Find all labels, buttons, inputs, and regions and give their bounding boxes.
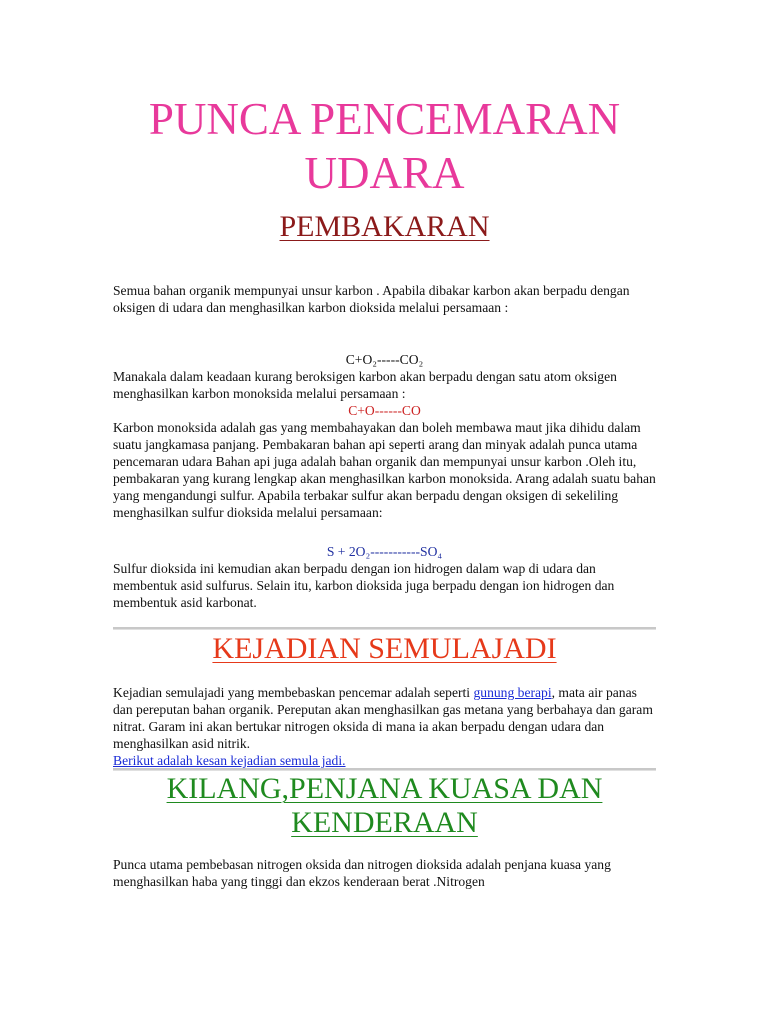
equation-carbon-dioxide: C+O₂-----CO₂ bbox=[345, 352, 424, 367]
heading-kilang-line-1: KILANG,PENJANA KUASA DAN bbox=[166, 772, 603, 805]
link-kesan-kejadian[interactable]: Berikut adalah kesan kejadian semula jadi. bbox=[113, 753, 346, 768]
title-line-2: UDARA bbox=[304, 148, 465, 198]
kilang-paragraph: Punca utama pembebasan nitrogen oksida dan nitrogen dioksida adalah penjana kuasa yang menghasilkan haba yang tinggi dan ekzos kenderaan berat .Nitrogen bbox=[113, 857, 611, 889]
heading-kilang-line-2: KENDERAAN bbox=[291, 806, 478, 839]
section-divider-1 bbox=[113, 627, 656, 630]
pembakaran-paragraph-1: Semua bahan organik mempunyai unsur karbon . Apabila dibakar karbon akan berpadu dengan oksigen di udara dan menghasilkan karbon dioksida melalui persamaan : bbox=[113, 283, 630, 315]
pembakaran-paragraph-3: Karbon monoksida adalah gas yang membahayakan dan boleh membawa maut jika dihidu dalam suatu jangkamasa panjang. Pembakaran bahan api seperti arang dan minyak adalah punca utama pencemaran udara Bahan api juga adalah bahan organik dan mempunyai unsur karbon .Oleh itu, pembakaran yang kurang lengkap akan menghasilkan karbon monoksida. Arang adalah suatu bahan yang mengandungi sulfur. Apabila terbakar sulfur akan berpadu dengan oksigen di sekeliling menghasilkan sulfur dioksida melalui persamaan: bbox=[113, 420, 656, 520]
title-line-1: PUNCA PENCEMARAN bbox=[148, 94, 621, 144]
equation-carbon-monoxide: C+O------CO bbox=[348, 403, 421, 418]
kejadian-text-before: Kejadian semulajadi yang membebaskan pencemar adalah seperti bbox=[113, 685, 474, 700]
equation-sulfur: S + 2O₂-----------SO₄ bbox=[326, 544, 443, 559]
section-divider-2 bbox=[113, 768, 656, 771]
kejadian-paragraph bbox=[113, 684, 656, 769]
pembakaran-paragraph-4: Sulfur dioksida ini kemudian akan berpadu dengan ion hidrogen dalam wap di udara dan membentuk asid sulfurus. Selain itu, karbon dioksida juga berpadu dengan ion hidrogen dan membentuk asid karbonat. bbox=[113, 561, 615, 610]
link-gunung-berapi[interactable]: gunung berapi bbox=[473, 685, 552, 700]
heading-pembakaran: PEMBAKARAN bbox=[279, 210, 490, 243]
heading-kilang bbox=[113, 772, 656, 840]
kejadian-text-after: , mata air panas dan pereputan bahan organik. Pereputan akan menghasilkan gas metana yang berbahaya dan garam nitrat. Garam ini akan bertukar nitrogen oksida di mana ia akan berpadu dengan udara dan menghasilkan asid nitrik. bbox=[113, 685, 653, 751]
page-title bbox=[113, 92, 656, 200]
pembakaran-paragraph-2: Manakala dalam keadaan kurang beroksigen karbon akan berpadu dengan satu atom oksigen menghasilkan karbon monoksida melalui persamaan : bbox=[113, 369, 617, 401]
heading-kejadian-semulajadi: KEJADIAN SEMULAJADI bbox=[212, 632, 557, 665]
